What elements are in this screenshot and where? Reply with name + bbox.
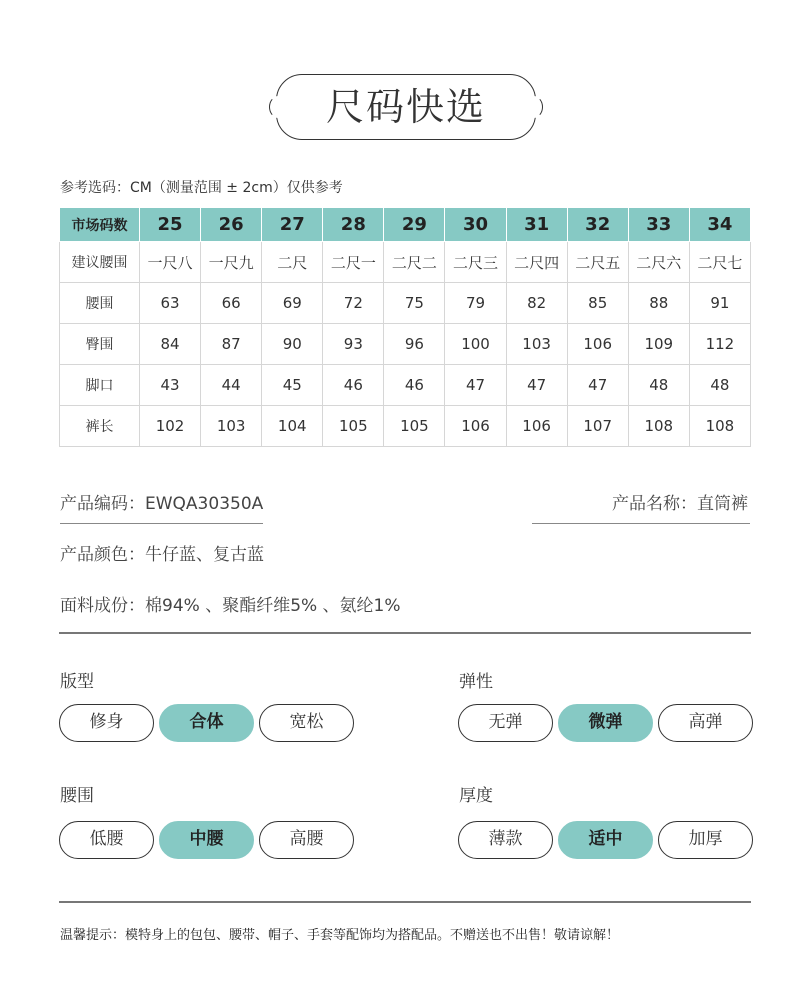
table-cell: 87 — [201, 324, 262, 365]
table-cell: 85 — [567, 283, 628, 324]
table-cell: 82 — [506, 283, 567, 324]
header-cell: 31 — [506, 208, 567, 242]
waist-option-mid[interactable]: 中腰 — [159, 821, 254, 859]
table-cell: 48 — [689, 365, 750, 406]
footer-divider — [59, 901, 751, 903]
row-label: 裤长 — [60, 406, 140, 447]
table-cell: 107 — [567, 406, 628, 447]
warm-tip: 温馨提示：模特身上的包包、腰带、帽子、手套等配饰均为搭配品。不赠送也不出售！敬请谅解！ — [60, 928, 620, 943]
table-cell: 100 — [445, 324, 506, 365]
header-cell: 市场码数 — [60, 208, 140, 242]
table-cell: 105 — [323, 406, 384, 447]
table-cell: 63 — [140, 283, 201, 324]
header-cell: 30 — [445, 208, 506, 242]
fit-option-loose[interactable]: 宽松 — [259, 704, 354, 742]
title-banner — [276, 74, 536, 140]
table-cell: 二尺二 — [384, 242, 445, 283]
product-name: 产品名称：直筒裤 — [612, 494, 748, 514]
table-cell: 79 — [445, 283, 506, 324]
thickness-option-medium[interactable]: 适中 — [558, 821, 653, 859]
table-cell: 112 — [689, 324, 750, 365]
waist-option-low[interactable]: 低腰 — [59, 821, 154, 859]
table-cell: 47 — [445, 365, 506, 406]
elastic-option-slight[interactable]: 微弹 — [558, 704, 653, 742]
fit-options — [59, 704, 354, 742]
table-cell: 47 — [567, 365, 628, 406]
table-row — [60, 365, 751, 406]
waist-label: 腰围 — [60, 786, 94, 806]
table-cell: 44 — [201, 365, 262, 406]
table-cell: 75 — [384, 283, 445, 324]
fit-option-slim[interactable]: 修身 — [59, 704, 154, 742]
table-cell: 二尺五 — [567, 242, 628, 283]
thickness-label: 厚度 — [459, 786, 493, 806]
header-cell: 34 — [689, 208, 750, 242]
row-label: 脚口 — [60, 365, 140, 406]
table-cell: 88 — [628, 283, 689, 324]
section-divider — [59, 632, 751, 634]
table-cell: 二尺一 — [323, 242, 384, 283]
table-cell: 一尺八 — [140, 242, 201, 283]
table-cell: 96 — [384, 324, 445, 365]
row-label: 臀围 — [60, 324, 140, 365]
product-color: 产品颜色：牛仔蓝、复古蓝 — [60, 545, 264, 565]
elastic-option-none[interactable]: 无弹 — [458, 704, 553, 742]
product-material: 面料成份：棉94% 、聚酯纤维5% 、氨纶1% — [60, 596, 401, 616]
header-cell: 26 — [201, 208, 262, 242]
table-cell: 106 — [445, 406, 506, 447]
table-cell: 二尺 — [262, 242, 323, 283]
product-name-underline — [532, 523, 750, 524]
waist-options — [59, 821, 354, 859]
table-cell: 二尺四 — [506, 242, 567, 283]
product-code-underline — [60, 523, 263, 524]
table-cell: 103 — [506, 324, 567, 365]
table-header-row — [60, 208, 751, 242]
fit-label: 版型 — [60, 672, 94, 692]
table-cell: 43 — [140, 365, 201, 406]
table-cell: 93 — [323, 324, 384, 365]
table-cell: 102 — [140, 406, 201, 447]
table-row — [60, 406, 751, 447]
table-cell: 90 — [262, 324, 323, 365]
header-cell: 27 — [262, 208, 323, 242]
table-cell: 72 — [323, 283, 384, 324]
header-cell: 33 — [628, 208, 689, 242]
table-cell: 二尺七 — [689, 242, 750, 283]
elastic-option-high[interactable]: 高弹 — [658, 704, 753, 742]
table-cell: 66 — [201, 283, 262, 324]
table-row — [60, 324, 751, 365]
table-cell: 103 — [201, 406, 262, 447]
table-cell: 84 — [140, 324, 201, 365]
table-cell: 一尺九 — [201, 242, 262, 283]
table-row — [60, 283, 751, 324]
size-reference-note: 参考选码：CM（测量范围 ± 2cm）仅供参考 — [60, 180, 343, 196]
table-cell: 108 — [628, 406, 689, 447]
table-cell: 46 — [323, 365, 384, 406]
thickness-option-thin[interactable]: 薄款 — [458, 821, 553, 859]
elastic-label: 弹性 — [459, 672, 493, 692]
table-cell: 69 — [262, 283, 323, 324]
table-cell: 109 — [628, 324, 689, 365]
table-cell: 二尺六 — [628, 242, 689, 283]
table-cell: 106 — [506, 406, 567, 447]
table-cell: 二尺三 — [445, 242, 506, 283]
thickness-options — [458, 821, 753, 859]
waist-option-high[interactable]: 高腰 — [259, 821, 354, 859]
page-title: 尺码快选 — [325, 85, 486, 129]
table-cell: 108 — [689, 406, 750, 447]
fit-option-regular[interactable]: 合体 — [159, 704, 254, 742]
table-cell: 104 — [262, 406, 323, 447]
table-cell: 105 — [384, 406, 445, 447]
header-cell: 25 — [140, 208, 201, 242]
table-cell: 45 — [262, 365, 323, 406]
header-cell: 32 — [567, 208, 628, 242]
table-cell: 48 — [628, 365, 689, 406]
size-table — [59, 207, 751, 447]
table-cell: 47 — [506, 365, 567, 406]
table-cell: 46 — [384, 365, 445, 406]
header-cell: 28 — [323, 208, 384, 242]
thickness-option-thick[interactable]: 加厚 — [658, 821, 753, 859]
table-cell: 91 — [689, 283, 750, 324]
row-label: 建议腰围 — [60, 242, 140, 283]
table-row — [60, 242, 751, 283]
table-cell: 106 — [567, 324, 628, 365]
product-code: 产品编码：EWQA30350A — [60, 494, 264, 514]
elastic-options — [458, 704, 753, 742]
header-cell: 29 — [384, 208, 445, 242]
row-label: 腰围 — [60, 283, 140, 324]
